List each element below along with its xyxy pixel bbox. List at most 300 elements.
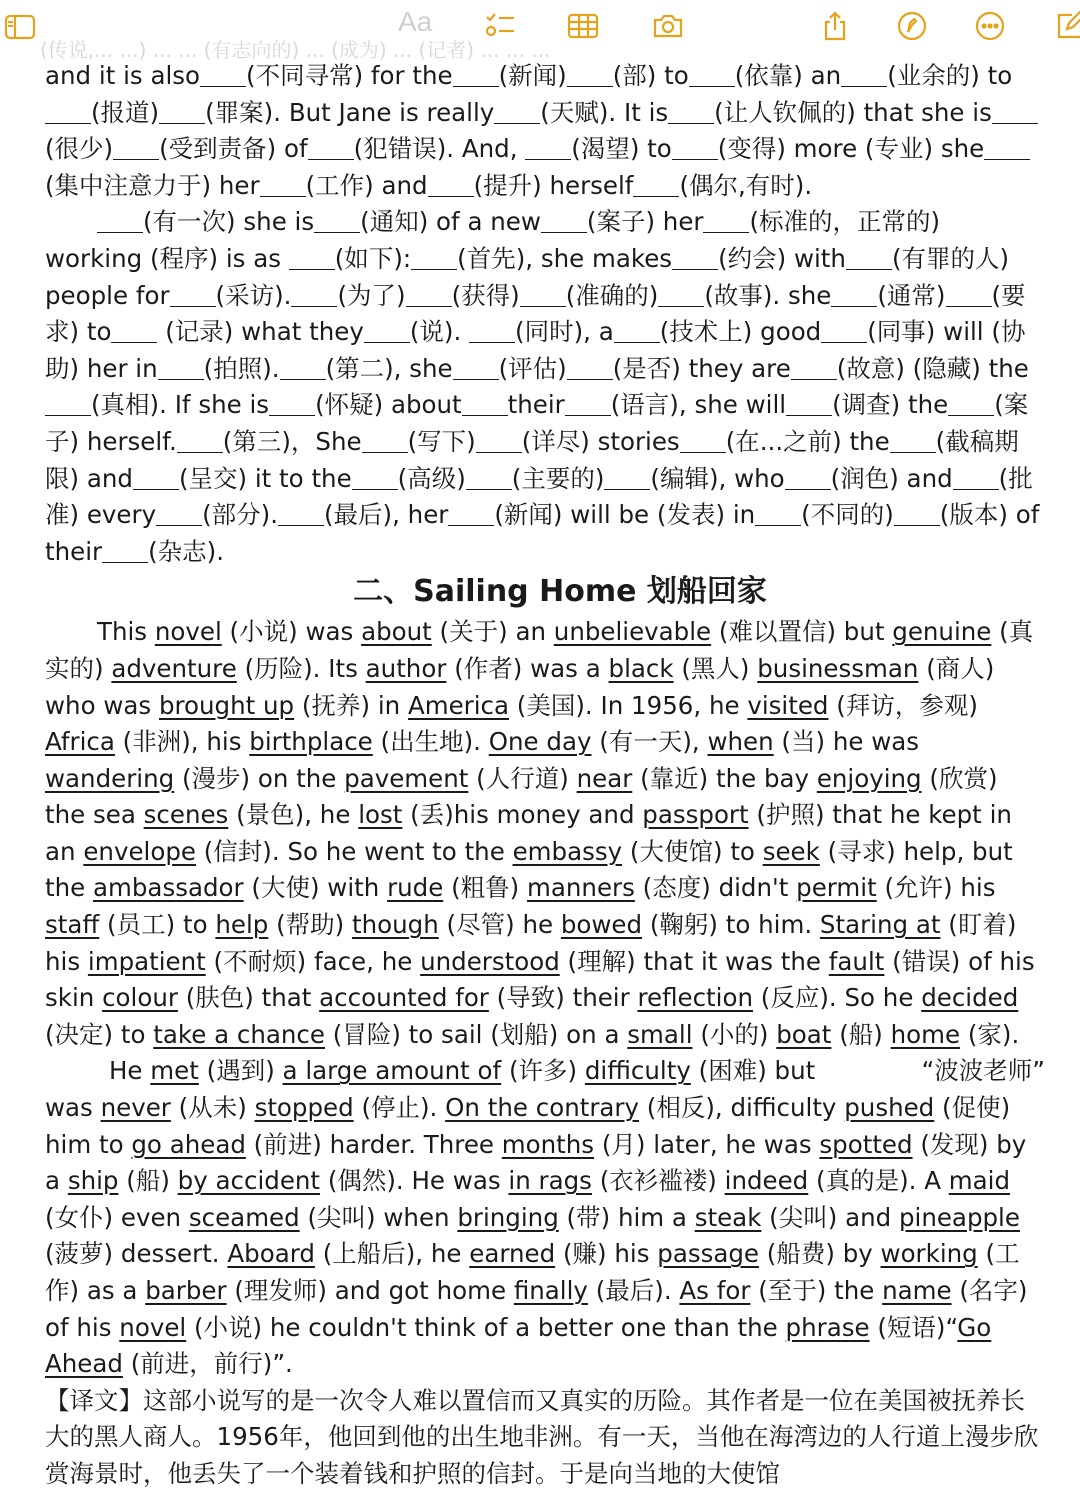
story-text: (丢)his money and — [402, 800, 643, 830]
vocab-word: America — [407, 690, 510, 720]
answer-blank[interactable] — [362, 428, 408, 453]
answer-blank[interactable] — [755, 501, 801, 526]
vocab-word: Aboard — [227, 1239, 315, 1269]
story-text: (护照) that he kept in an — [45, 800, 1012, 866]
exercise-text: (说). — [409, 317, 470, 347]
exercise-text: (技术上) good — [659, 317, 822, 347]
story-text: (决定) to — [45, 1019, 154, 1049]
vocab-word: rude — [387, 873, 444, 903]
story-text: (发现) by a — [45, 1129, 1027, 1196]
exercise-text: (案子) her — [586, 207, 704, 237]
exercise-text: (第三)，She — [222, 426, 362, 456]
answer-blank[interactable] — [567, 62, 613, 87]
answer-blank[interactable] — [946, 282, 992, 307]
vocab-word: never — [100, 1093, 171, 1123]
vocab-word: maid — [948, 1166, 1011, 1196]
answer-blank[interactable] — [466, 465, 512, 490]
answer-blank[interactable] — [520, 282, 566, 307]
answer-blank[interactable] — [894, 501, 940, 526]
story-text: (停止). — [353, 1093, 446, 1123]
answer-blank[interactable] — [785, 465, 831, 490]
exercise-text: (记录) what they — [157, 317, 364, 347]
vocab-word: decided — [921, 983, 1019, 1013]
exercise-text: (获得) — [451, 280, 520, 310]
answer-blank[interactable] — [494, 99, 540, 124]
answer-blank[interactable] — [633, 172, 679, 197]
story-text: (欣赏) the sea — [45, 763, 998, 830]
exercise-text: (约会) with — [718, 243, 846, 273]
exercise-text: (集中注意力于) her — [45, 170, 260, 200]
vocab-word: bowed — [560, 910, 643, 940]
answer-blank[interactable] — [890, 428, 936, 453]
answer-blank[interactable] — [97, 208, 143, 233]
story-text: He — [109, 1056, 151, 1086]
vocab-word: embassy — [512, 836, 623, 866]
exercise-text: (批准) every — [45, 463, 1033, 530]
answer-blank[interactable] — [614, 318, 660, 343]
vocab-word: novel — [119, 1312, 187, 1342]
exercise-text: (有罪的人) people for — [45, 243, 1010, 310]
answer-blank[interactable] — [453, 62, 499, 87]
vocab-word: barber — [145, 1276, 227, 1305]
checklist-icon[interactable] — [480, 6, 520, 46]
story-text: This — [97, 617, 155, 647]
answer-blank[interactable] — [280, 355, 326, 380]
answer-blank[interactable] — [411, 245, 457, 270]
exercise-text: (犯错误). And, — [353, 134, 526, 164]
vocab-word: phrase — [785, 1312, 870, 1342]
answer-blank[interactable] — [525, 135, 571, 160]
story-text: (工作) as a — [45, 1239, 1020, 1305]
story-text: (拜访，参观) — [828, 690, 978, 720]
answer-blank[interactable] — [45, 391, 91, 416]
story-text: (景色), he — [228, 800, 359, 830]
exercise-text: (主要的) — [511, 463, 605, 493]
story-text: (前进) harder. Three — [245, 1129, 502, 1159]
exercise-paragraph-1 — [45, 58, 1045, 204]
vocab-word: adventure — [111, 653, 237, 683]
story-text: (盯着) his — [45, 910, 1017, 976]
exercise-text: (呈交) it to the — [178, 463, 352, 493]
story-text: (理解) that it was the — [559, 946, 829, 976]
exercise-text: (同事) will (协助) her in — [45, 317, 1026, 383]
markup-pen-icon[interactable] — [892, 6, 932, 46]
answer-blank[interactable] — [672, 135, 718, 160]
vocab-word: passport — [642, 800, 749, 830]
exercise-text: (详尽) stories — [521, 426, 680, 456]
exercise-text: (版本) of their — [45, 500, 1040, 566]
camera-icon[interactable] — [648, 6, 688, 46]
answer-blank[interactable] — [156, 501, 202, 526]
story-text: (相反), difficulty — [639, 1093, 845, 1123]
story-text: (真实的) — [45, 617, 1034, 683]
exercise-text: (部分). — [202, 500, 278, 530]
answer-blank[interactable] — [428, 172, 474, 197]
exercise-text: (报道) — [91, 97, 160, 127]
story-text: (前进，前行)”. — [122, 1349, 293, 1379]
vocab-word: enjoying — [816, 763, 922, 793]
vocab-word: black — [608, 653, 674, 683]
exercise-text: (通常) — [877, 280, 946, 310]
answer-blank[interactable] — [314, 208, 360, 233]
answer-blank[interactable] — [689, 62, 735, 87]
exercise-text: (为了) — [337, 280, 406, 310]
scrolled-ghost-text: (传说,... ...) ... ... (有志向的) ... (成为) ... (记者) ... ... ... — [40, 38, 551, 62]
table-icon[interactable] — [563, 6, 603, 46]
exercise-text: (工作) and — [305, 170, 428, 200]
answer-blank[interactable] — [672, 245, 718, 270]
exercise-text: (首先), she makes — [457, 243, 673, 273]
exercise-text: (天赋). It is — [540, 97, 669, 127]
answer-blank[interactable] — [158, 355, 204, 380]
exercise-text: (提升) herself — [473, 170, 634, 200]
compose-icon[interactable] — [1050, 6, 1080, 46]
vocab-word: in rags — [508, 1166, 592, 1196]
answer-blank[interactable] — [364, 318, 410, 343]
story-text: (商人) who was — [45, 653, 995, 720]
vocab-word: about — [361, 617, 432, 647]
exercise-text: (真相). If she is — [91, 390, 270, 420]
answer-blank[interactable] — [102, 538, 148, 563]
vocab-word: difficulty — [584, 1056, 691, 1086]
story-text: (尽管) he — [438, 910, 561, 940]
vocab-word: spotted — [819, 1129, 913, 1159]
answer-blank[interactable] — [177, 428, 223, 453]
vocab-word: name — [882, 1276, 952, 1305]
story-text: (帮助) — [268, 910, 353, 940]
story-text: (赚) his — [555, 1239, 658, 1269]
exercise-text: (部) to — [612, 61, 689, 90]
story-text: (女仆) even — [45, 1202, 189, 1232]
vocab-word: reflection — [637, 983, 753, 1013]
answer-blank[interactable] — [658, 282, 704, 307]
story-text: (人行道) — [468, 763, 577, 793]
vocab-word: passage — [657, 1239, 759, 1269]
answer-blank[interactable] — [841, 62, 887, 87]
answer-blank[interactable] — [289, 245, 335, 270]
story-text: (不耐烦) face, he — [205, 946, 421, 976]
exercise-text: (业余的) to — [887, 61, 1013, 90]
translation-paragraph: 【译文】这部小说写的是一次令人难以置信而又真实的历险。其作者是一位在美国被抚养长大的黑人商人。1956年，他回到他的出生地非洲。有一天，当他在海湾边的人行道上漫步欣赏海景时，他丢失了一个装着钱和护照的信封。于是向当地的大使馆 — [45, 1385, 1039, 1488]
exercise-text: (润色) and — [830, 463, 953, 493]
vocab-word: steak — [694, 1202, 762, 1232]
story-text: (小说) was — [221, 617, 362, 647]
vocab-word: though — [352, 910, 439, 940]
vocab-word: Go Ahead — [45, 1312, 992, 1379]
vocab-word: seek — [762, 836, 820, 866]
exercise-text: (怀疑) about — [315, 390, 462, 420]
answer-blank[interactable] — [565, 391, 611, 416]
vocab-word: impatient — [87, 946, 206, 976]
vocab-word: when — [707, 727, 774, 757]
exercise-text: (如下): — [334, 243, 412, 273]
exercise-text: (案子) herself. — [45, 390, 1029, 456]
vocab-word: finally — [513, 1276, 588, 1305]
answer-blank[interactable] — [846, 245, 892, 270]
answer-blank[interactable] — [948, 391, 994, 416]
answer-blank[interactable] — [308, 135, 354, 160]
exercise-text: (依靠) an — [734, 61, 842, 90]
exercise-text: (语言), she will — [610, 390, 787, 420]
story-text: (短语)“ — [869, 1312, 958, 1342]
story-paragraph-2 — [45, 1053, 1045, 1382]
exercise-text: (不同的) — [801, 500, 894, 530]
section-heading: 二、Sailing Home 划船回家 — [353, 574, 767, 610]
note-body[interactable] — [45, 58, 1045, 1493]
story-text: (小的) — [692, 1019, 777, 1049]
story-text: (态度) didn't — [634, 873, 797, 903]
answer-blank[interactable] — [567, 355, 613, 380]
vocab-word: months — [501, 1129, 595, 1159]
exercise-text: (高级) — [397, 463, 466, 493]
answer-blank[interactable] — [453, 355, 499, 380]
vocab-word: visited — [747, 690, 829, 720]
story-text: (偶然). He was — [320, 1166, 509, 1196]
story-text: (带) him a — [558, 1202, 695, 1232]
vocab-word: wandering — [45, 763, 175, 793]
story-text: (信封). So he went to the — [195, 836, 513, 866]
vocab-word: ambassador — [93, 873, 244, 903]
story-text: (理发师) and got home — [226, 1276, 514, 1305]
story-text: (家). — [960, 1019, 1020, 1049]
answer-blank[interactable] — [476, 428, 522, 453]
story-text: (至于) the — [750, 1276, 883, 1305]
story-text: (船) — [118, 1166, 178, 1196]
vocab-word: indeed — [724, 1166, 809, 1196]
vocab-word: author — [365, 653, 447, 683]
exercise-text: (偶尔,有时). — [679, 170, 813, 200]
story-text: (漫步) on the — [174, 763, 345, 793]
answer-blank[interactable] — [831, 282, 877, 307]
vocab-word: genuine — [892, 617, 992, 647]
answer-blank[interactable] — [462, 391, 508, 416]
vocab-word: Staring at — [819, 910, 941, 940]
answer-blank[interactable] — [680, 428, 726, 453]
answer-blank[interactable] — [992, 99, 1038, 124]
vocab-word: go ahead — [131, 1129, 246, 1159]
exercise-text: (调查) the — [832, 390, 949, 420]
vocab-word: home — [890, 1019, 961, 1049]
vocab-word: staff — [45, 910, 100, 940]
answer-blank[interactable] — [821, 318, 867, 343]
answer-blank[interactable] — [291, 282, 337, 307]
exercise-text: (最后), her — [323, 500, 449, 530]
exercise-text: (新闻) will be (发表) in — [494, 500, 756, 530]
exercise-text: (拍照). — [203, 353, 280, 383]
exercise-text: (标准的，正常的) working (程序) is as — [45, 207, 941, 273]
story-text: (大使) with — [243, 873, 388, 903]
story-text: (衣衫褴褛) — [591, 1166, 725, 1196]
exercise-text: (受到责备) of — [159, 134, 308, 164]
answer-blank[interactable] — [448, 501, 494, 526]
vocab-word: envelope — [83, 836, 196, 866]
exercise-text: (变得) more (专业) she — [717, 134, 985, 164]
answer-blank[interactable] — [260, 172, 306, 197]
story-text: (非洲), his — [114, 727, 250, 757]
vocab-word: lost — [358, 800, 403, 830]
answer-blank[interactable] — [200, 62, 246, 87]
vocab-word: On the contrary — [445, 1093, 639, 1123]
story-text: (菠萝) dessert. — [45, 1239, 228, 1269]
answer-blank[interactable] — [406, 282, 452, 307]
answer-blank[interactable] — [133, 465, 179, 490]
exercise-text: (新闻) — [498, 61, 567, 90]
story-text: (月) later, he was — [594, 1129, 820, 1159]
answer-blank[interactable] — [668, 99, 714, 124]
vocab-word: fault — [828, 946, 885, 976]
notes-toolbar — [0, 0, 1080, 62]
story-text: (反应). So he — [752, 983, 922, 1013]
exercise-text: (准确的) — [565, 280, 659, 310]
story-text: (关于) an — [431, 617, 554, 647]
vocab-word: manners — [527, 873, 635, 903]
vocab-word: scenes — [143, 800, 229, 830]
story-text: (大使馆) to — [622, 836, 763, 866]
exercise-text: (评估) — [498, 353, 567, 383]
vocab-word: sceamed — [188, 1202, 300, 1232]
story-text: (困难) but was — [45, 1056, 816, 1123]
story-text: (上船后), he — [314, 1239, 470, 1269]
story-text: (从未) — [170, 1093, 255, 1123]
vocab-word: brought up — [158, 690, 295, 720]
vocab-word: As for — [679, 1276, 751, 1305]
exercise-text: (是否) they are — [612, 353, 791, 383]
story-text: (许多) — [501, 1056, 585, 1086]
answer-blank[interactable] — [703, 208, 749, 233]
vocab-word: novel — [154, 617, 222, 647]
vocab-word: permit — [796, 873, 877, 903]
story-text: (肤色) that — [177, 983, 320, 1013]
story-text: (导致) their — [488, 983, 638, 1013]
answer-blank[interactable] — [469, 318, 515, 343]
answer-blank[interactable] — [170, 282, 216, 307]
answer-blank[interactable] — [953, 465, 999, 490]
answer-blank[interactable] — [352, 465, 398, 490]
sidebar-icon[interactable] — [0, 6, 40, 46]
vocab-word: unbelievable — [553, 617, 712, 647]
story-text: (靠近) the bay — [632, 763, 817, 793]
vocab-word: businessman — [757, 653, 919, 683]
vocab-word: working — [880, 1239, 978, 1269]
exercise-text: their — [507, 390, 565, 420]
exercise-text: (故意) (隐藏) the — [836, 353, 1029, 383]
exercise-text: (要求) to — [45, 280, 1026, 347]
exercise-text: (同时), a — [515, 317, 614, 347]
more-icon[interactable] — [970, 6, 1010, 46]
vocab-word: near — [576, 763, 633, 793]
share-icon[interactable] — [815, 6, 855, 46]
exercise-text: (通知) of a new — [360, 207, 541, 237]
story-text: (最后). — [587, 1276, 680, 1305]
story-text: (促使) him to — [45, 1093, 1011, 1159]
story-text: (错误) of his skin — [45, 946, 1035, 1013]
vocab-word: take a chance — [153, 1019, 325, 1049]
vocab-word: bringing — [457, 1202, 559, 1232]
answer-blank[interactable] — [45, 99, 91, 124]
answer-blank[interactable] — [269, 391, 315, 416]
vocab-word: understood — [420, 946, 560, 976]
vocab-word: pineapple — [898, 1202, 1020, 1232]
exercise-paragraph-2 — [45, 204, 1045, 570]
story-text: (允许) his — [876, 873, 996, 903]
exercise-text: (很少) — [45, 134, 114, 164]
story-text: (船) — [831, 1019, 891, 1049]
answer-blank[interactable] — [604, 465, 650, 490]
vocab-word: stopped — [254, 1093, 354, 1123]
story-text: (名字) of his — [45, 1276, 1028, 1342]
vocab-word: ship — [67, 1166, 119, 1196]
story-text: (员工) to — [99, 910, 216, 940]
story-text: (有一天), — [591, 727, 708, 757]
story-text: (真的是). A — [808, 1166, 949, 1196]
exercise-text: (杂志). — [148, 536, 224, 566]
exercise-text: (罪案). But Jane is really — [205, 97, 495, 127]
vocab-word: a large amount of — [282, 1056, 502, 1086]
vocab-word: accounted for — [319, 983, 489, 1013]
story-text: (寻求) help, but the — [45, 836, 1013, 903]
vocab-word: pushed — [844, 1093, 935, 1123]
story-text: (粗鲁) — [443, 873, 528, 903]
story-text: (船费) by — [759, 1239, 881, 1269]
story-text: (美国). In 1956, he — [509, 690, 748, 720]
story-text: (抚养) in — [294, 690, 408, 720]
exercise-text: (截稿期限) and — [45, 426, 1019, 493]
answer-blank[interactable] — [984, 135, 1030, 160]
vocab-word: Africa — [45, 727, 115, 757]
vocab-word: birthplace — [249, 727, 373, 757]
vocab-word: colour — [102, 983, 178, 1013]
exercise-text: (不同寻常) for the — [246, 61, 453, 90]
exercise-text: (第二), she — [325, 353, 453, 383]
story-text: (当) he was — [773, 727, 920, 757]
exercise-text: (有一次) she is — [143, 207, 315, 237]
exercise-text: (编辑), who — [650, 463, 785, 493]
answer-blank[interactable] — [278, 501, 324, 526]
story-text: (小说) he couldn't think of a better one than the — [186, 1312, 786, 1342]
exercise-text: (在...之前) the — [725, 426, 890, 456]
story-text: (冒险) to sail (划船) on a — [324, 1019, 628, 1049]
answer-blank[interactable] — [113, 135, 159, 160]
answer-blank[interactable] — [111, 318, 157, 343]
story-text: (黑人) — [673, 653, 758, 683]
story-text: (遇到) — [198, 1056, 283, 1086]
vocab-word: small — [627, 1019, 693, 1049]
vocab-word: by accident — [177, 1166, 321, 1196]
answer-blank[interactable] — [791, 355, 837, 380]
exercise-text: and it is also — [45, 61, 201, 90]
answer-blank[interactable] — [159, 99, 205, 124]
exercise-text: (故事). she — [704, 280, 832, 310]
story-text: (历险). Its — [236, 653, 366, 683]
vocab-word: earned — [469, 1239, 556, 1269]
exercise-text: (渴望) to — [571, 134, 672, 164]
vocab-word: met — [150, 1056, 199, 1086]
exercise-text: (让人钦佩的) that she is — [714, 97, 992, 127]
vocab-word: boat — [776, 1019, 832, 1049]
answer-blank[interactable] — [541, 208, 587, 233]
vocab-word: One day — [488, 727, 592, 757]
exercise-text: (采访). — [215, 280, 292, 310]
vocab-word: pavement — [344, 763, 469, 793]
text-style-button[interactable]: Aa — [398, 6, 433, 37]
story-text: (难以置信) but — [711, 617, 893, 647]
answer-blank[interactable] — [786, 391, 832, 416]
story-text: (作者) was a — [446, 653, 609, 683]
story-text: (鞠躬) to him. — [642, 910, 820, 940]
vocab-word: help — [215, 910, 269, 940]
signature: “波波老师” — [921, 1056, 1045, 1086]
exercise-text: (写下) — [407, 426, 476, 456]
